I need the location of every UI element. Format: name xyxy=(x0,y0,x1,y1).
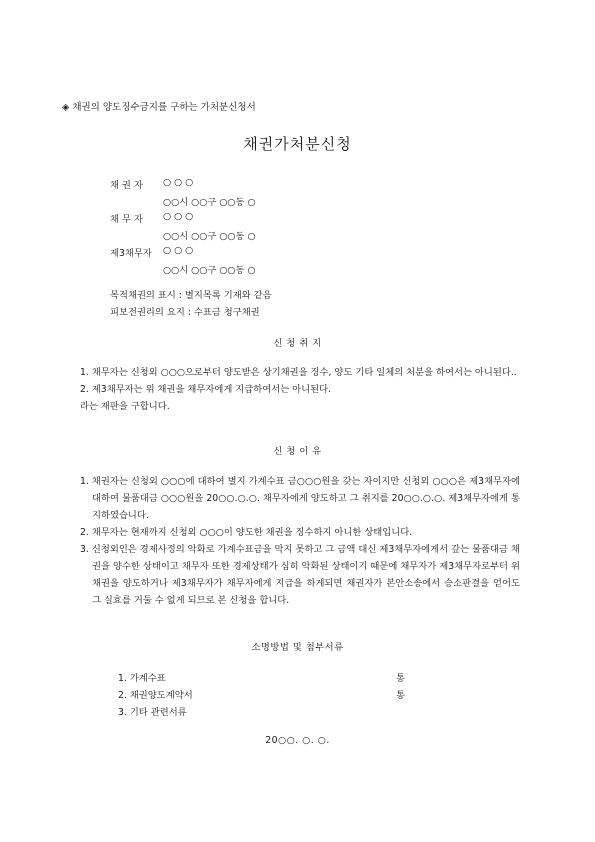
attachment-label: 1. 가계수표 xyxy=(118,673,166,684)
creditor-label: 채 권 자 xyxy=(110,180,143,191)
attachment-label: 2. 채권양도계약서 xyxy=(118,690,193,701)
attachment-item xyxy=(118,687,418,701)
reason-item: 3. 신청외인은 경제사정의 악화로 가계수표금을 막지 못하고 그 금액 대신 제3채무자에게서 갚는 물품대금 채권을 양수한 상태이고 채무자 또한 경제상태가 심히 악화된 상태이기 때문에 채무자가 제3채무자로부터 위 채권을 양도하거나 제3채무자가 채무자에게 지급을 하게되면 채권자가 본안소송에서 승소판결을 얻어도 그 실효를 거둘 수 없게 되므로 본 신청을 합니다. xyxy=(80,544,520,606)
document-date: 20○○. ○. ○. xyxy=(265,735,330,746)
purpose-closing: 라는 재판을 구합니다. xyxy=(80,401,170,412)
reason-title: 신 청 이 유 xyxy=(273,446,322,457)
third-debtor-address: ○○시 ○○구 ○○동 ○ xyxy=(163,265,256,276)
document-title: 채권가처분신청 xyxy=(243,135,352,153)
reason-item: 2. 채무자는 현재까지 신청외 ○○○이 양도한 채권을 징수하지 아니한 상태입니다. xyxy=(80,527,413,538)
attachment-count: 통 xyxy=(396,690,405,701)
third-debtor-label: 제3채무자 xyxy=(110,248,152,259)
creditor-name: ○ ○ ○ xyxy=(163,177,194,188)
purpose-item: 1. 채무자는 신청외 ○○○으로부터 양도받은 상기채권을 징수, 양도 기타 일체의 처분을 하여서는 아니된다.. xyxy=(80,367,517,378)
creditor-address: ○○시 ○○구 ○○동 ○ xyxy=(163,197,256,208)
debtor-label: 채 무 자 xyxy=(110,214,143,225)
attachment-count: 통 xyxy=(396,673,405,684)
purpose-title: 신 청 취 지 xyxy=(273,338,322,349)
protected-right: 피보전권리의 요지 : 수표금 청구채권 xyxy=(110,307,260,318)
attachments-title: 소명방법 및 첨부서류 xyxy=(251,642,344,653)
reason-item: 1. 채권자는 신청외 ○○○에 대하여 별지 가계수표 금○○○원을 갖는 자이지만 신청외 ○○○은 제3채무자에 대하여 물품대금 ○○○원을 20○○.○.○. 채무자에게 양도하고 그 취지를 20○○.○.○. 제3채무자에게 통지하였습니다. xyxy=(80,476,520,521)
debtor-address: ○○시 ○○구 ○○동 ○ xyxy=(163,231,256,242)
attachment-item xyxy=(118,670,418,684)
attachment-item xyxy=(118,704,418,718)
form-heading: ◈ 채권의 양도징수금지를 구하는 가처분신청서 xyxy=(62,102,256,113)
purpose-body xyxy=(80,364,520,415)
debtor-name: ○ ○ ○ xyxy=(163,211,194,222)
attachment-label: 3. 기타 관련서류 xyxy=(118,707,187,718)
reason-body xyxy=(80,473,520,609)
third-debtor-name: ○ ○ ○ xyxy=(163,245,194,256)
target-claim: 목적채권의 표시 : 별지목록 기재와 같음 xyxy=(110,290,272,301)
purpose-item: 2. 제3채무자는 위 채권을 채무자에게 지급하여서는 아니된다. xyxy=(80,384,332,395)
